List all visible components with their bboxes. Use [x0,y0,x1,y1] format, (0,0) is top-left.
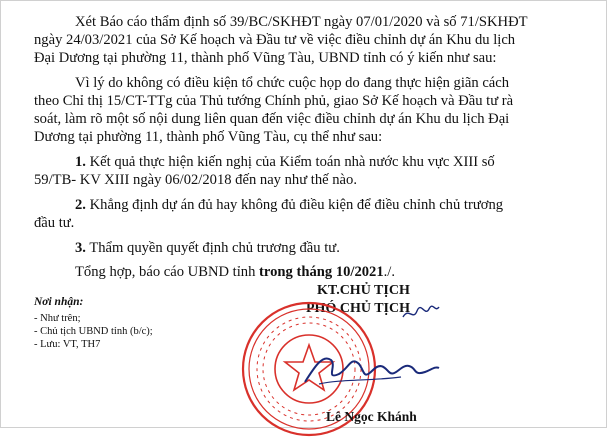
recipient-item: - Chủ tịch UBND tỉnh (b/c); [34,326,153,337]
body-line: theo Chỉ thị 15/CT-TTg của Thủ tướng Chính phủ, giao Sở Kế hoạch và Đầu tư rà [34,93,514,109]
closing-line [75,263,395,281]
closing-text: Tổng hợp, báo cáo UBND tỉnh [75,264,260,280]
body-line: Vì lý do không có điều kiện tổ chức cuộc họp do đang thực hiện giãn cách [75,75,510,91]
recipients-title: Nơi nhận: [34,296,84,308]
recipient-item: - Lưu: VT, TH7 [34,339,101,350]
numbered-item-3 [75,239,340,257]
initials-mark [401,303,441,323]
numbered-item-2 [75,196,503,214]
body-line: Đại Dương tại phường 11, thành phố Vũng Tàu, UBND tỉnh có ý kiến như sau: [34,50,497,66]
body-line: ngày 24/03/2021 của Sở Kế hoạch và Đầu tư về việc điều chỉnh dự án Khu du lịch [34,32,516,48]
signature-title-2: PHÓ CHỦ TỊCH [306,301,410,316]
signature-title-1: KT.CHỦ TỊCH [317,283,410,298]
item-text: Thẩm quyền quyết định chủ trương đầu tư. [89,240,340,256]
item-number: 3. [75,240,86,256]
closing-deadline: trong tháng 10/2021 [259,264,384,280]
item-text: 59/TB- KV XIII ngày 06/02/2018 đến nay như thế nào. [34,172,357,188]
numbered-item-1 [75,153,495,171]
body-line: Xét Báo cáo thẩm định số 39/BC/SKHĐT ngày 07/01/2020 và số 71/SKHĐT [75,14,528,30]
item-text: Kết quả thực hiện kiến nghị của Kiểm toán nhà nước khu vực XIII số [89,154,495,170]
item-text: đầu tư. [34,215,75,231]
recipient-item: - Như trên; [34,313,81,324]
signer-name: Lê Ngọc Khánh [326,409,417,424]
handwritten-signature [301,346,441,391]
closing-end: ./. [383,264,396,280]
item-number: 2. [75,197,86,213]
item-number: 1. [75,154,86,170]
body-line: soát, làm rõ một số nội dung liên quan đến việc điều chỉnh dự án Khu du lịch Đại [34,111,510,127]
item-text: Khẳng định dự án đủ hay không đủ điều kiện để điều chỉnh chủ trương [89,197,504,213]
body-line: Dương tại phường 11, thành phố Vũng Tàu, cụ thể như sau: [34,129,383,145]
